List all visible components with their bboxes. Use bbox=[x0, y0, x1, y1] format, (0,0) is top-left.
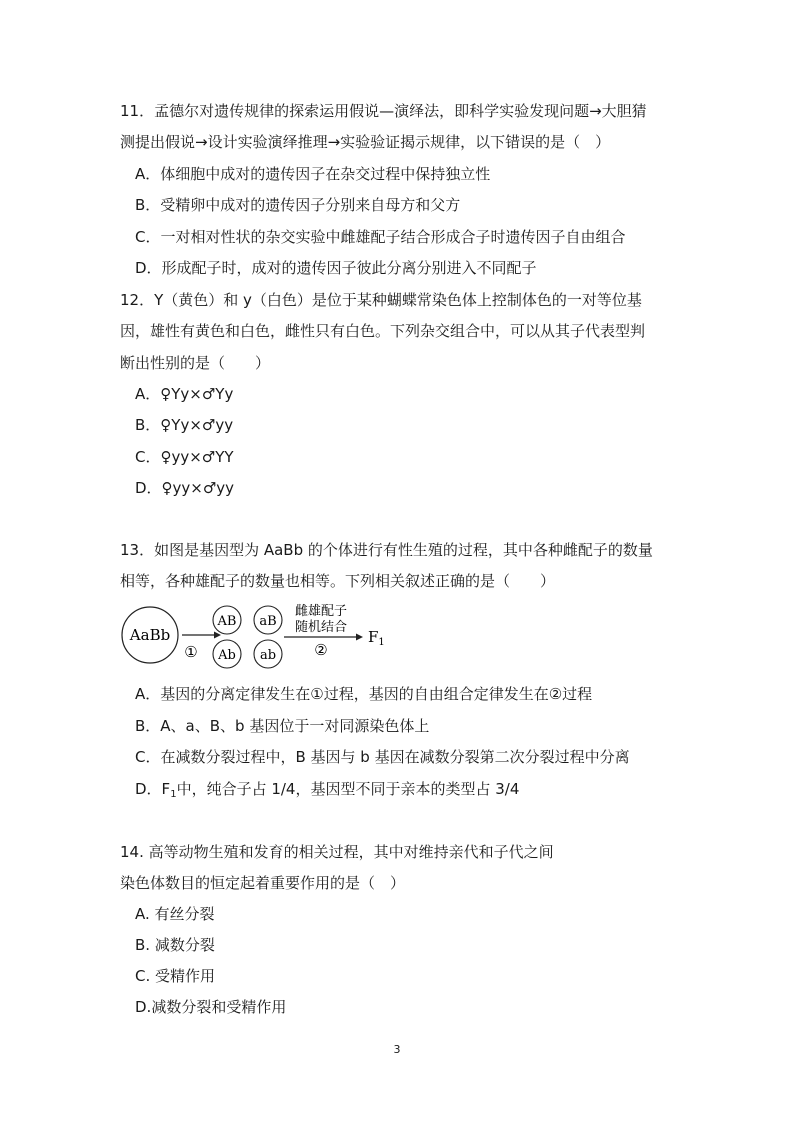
step1-label: ① bbox=[184, 643, 198, 661]
q12-option-b: B．♀Yy×♂yy bbox=[135, 416, 234, 434]
q11-stem-line-2: 测提出假说→设计实验演绎推理→实验验证揭示规律，以下错误的是（ ） bbox=[120, 133, 611, 151]
q13-option-b: B．A、a、B、b 基因位于一对同源染色体上 bbox=[135, 717, 430, 735]
q12-option-a: A．♀Yy×♂Yy bbox=[135, 385, 234, 403]
q12-stem-line-1: 12．Y（黄色）和 y（白色）是位于某种蝴蝶常染色体上控制体色的一对等位基 bbox=[120, 291, 642, 309]
q11-option-a: A．体细胞中成对的遗传因子在杂交过程中保持独立性 bbox=[135, 165, 491, 183]
q13-stem-line-1: 13．如图是基因型为 AaBb 的个体进行有性生殖的过程，其中各种雌配子的数量 bbox=[120, 541, 653, 559]
gamete-Ab: Ab bbox=[218, 648, 236, 663]
q13-option-d: D．$F_1$中，纯合子占 1/4，基因型不同于亲本的类型占 3/4 bbox=[135, 780, 520, 800]
parent-genotype: AaBb bbox=[129, 626, 171, 644]
q13-option-a: A．基因的分离定律发生在①过程，基因的自由组合定律发生在②过程 bbox=[135, 685, 593, 703]
q12-stem-line-3: 断出性别的是（ ） bbox=[120, 354, 271, 372]
step2-arrowhead bbox=[356, 634, 363, 641]
gamete-AB: AB bbox=[217, 614, 237, 629]
q12-option-d: D．♀yy×♂yy bbox=[135, 479, 235, 497]
q11-stem-line-1: 11．孟德尔对遗传规律的探索运用假说—演绎法，即科学实验发现问题→大胆猜 bbox=[120, 102, 647, 120]
offspring-label: $F_1$ bbox=[368, 628, 385, 648]
q14-stem-line-1: 14. 高等动物生殖和发育的相关过程，其中对维持亲代和子代之间 bbox=[120, 843, 554, 861]
arrow-label-line-1: 雌雄配子 bbox=[294, 604, 348, 619]
q14-stem-line-2: 染色体数目的恒定起着重要作用的是（ ） bbox=[120, 874, 406, 892]
q14-option-c: C. 受精作用 bbox=[135, 967, 216, 985]
q12-option-c: C．♀yy×♂YY bbox=[135, 448, 234, 466]
q11-option-d: D．形成配子时，成对的遗传因子彼此分离分别进入不同配子 bbox=[135, 259, 537, 277]
q12-stem-line-2: 因，雄性有黄色和白色，雌性只有白色。下列杂交组合中，可以从其子代表型判 bbox=[120, 322, 646, 340]
q11-option-c: C．一对相对性状的杂交实验中雌雄配子结合形成合子时遗传因子自由组合 bbox=[135, 228, 626, 246]
q14-option-b: B. 减数分裂 bbox=[135, 936, 215, 954]
page-number: 3 bbox=[393, 1043, 401, 1056]
q13-stem-line-2: 相等，各种雄配子的数量也相等。下列相关叙述正确的是（ ） bbox=[120, 572, 556, 590]
q14-option-d: D.减数分裂和受精作用 bbox=[135, 998, 287, 1016]
q11-option-b: B．受精卵中成对的遗传因子分别来自母方和父方 bbox=[135, 196, 461, 214]
arrow-label-line-2: 随机结合 bbox=[294, 620, 348, 635]
step2-label: ② bbox=[314, 641, 328, 659]
q13-option-c: C．在减数分裂过程中，B 基因与 b 基因在减数分裂第二次分裂过程中分离 bbox=[135, 748, 630, 766]
reproduction-diagram bbox=[112, 595, 412, 675]
gamete-ab: ab bbox=[259, 648, 277, 663]
gamete-aB: aB bbox=[259, 614, 277, 629]
q14-option-a: A. 有丝分裂 bbox=[135, 905, 215, 923]
